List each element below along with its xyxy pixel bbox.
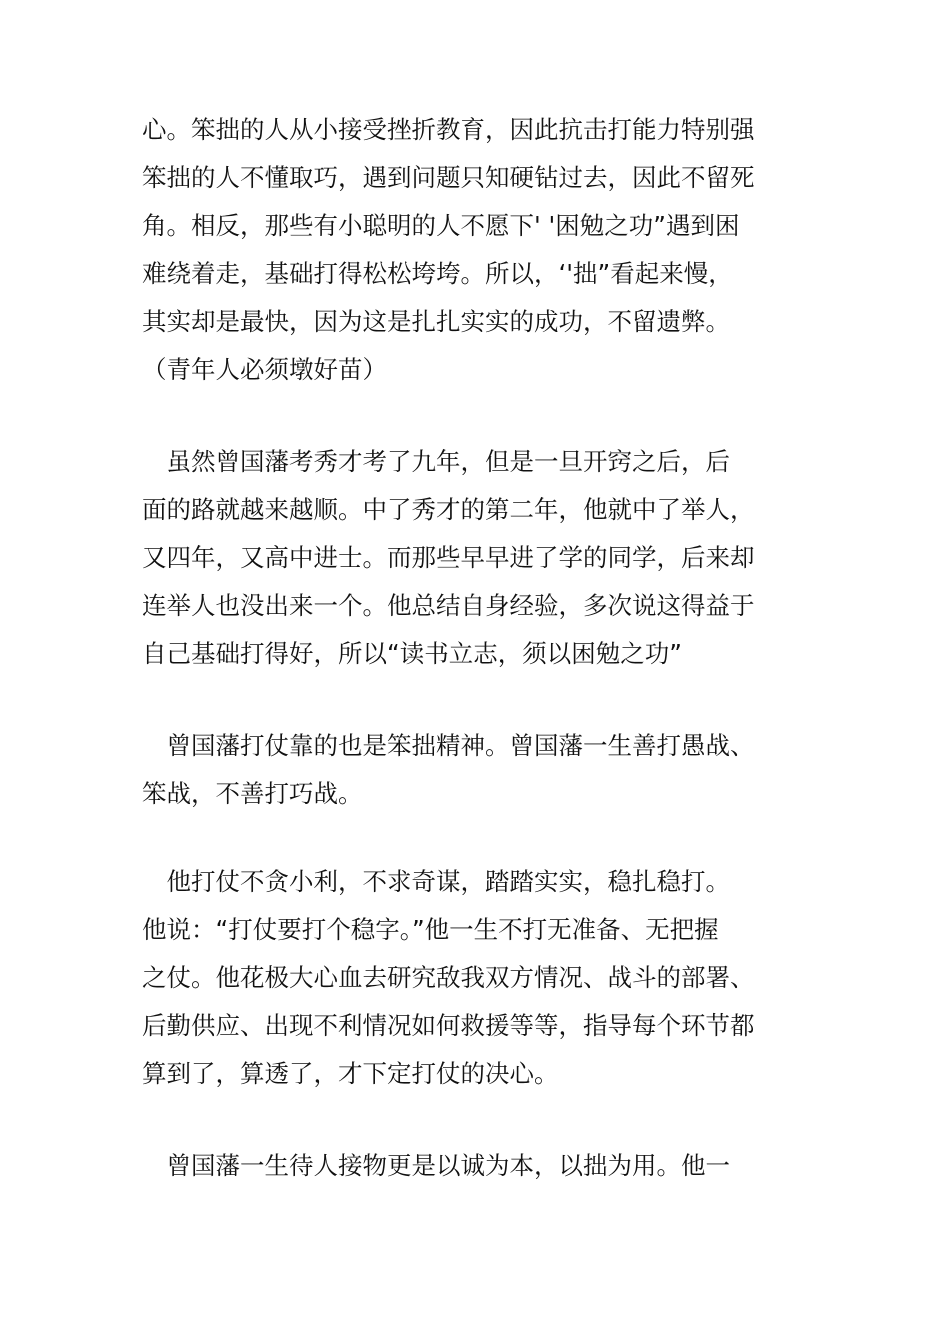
text-line: 其实却是最快，因为这是扎扎实实的成功，不留遗弊。 — [142, 307, 730, 336]
text-line: 他说：“打仗要打个稳字。”他一生不打无准备、无把握 — [142, 915, 719, 944]
text-line: 虽然曾国藩考秀才考了九年，但是一旦开窍之后，后 — [142, 447, 730, 476]
text-line: 算到了，算透了，才下定打仗的决心。 — [142, 1059, 559, 1088]
text-line: 后勤供应、出现不利情况如何救援等等，指导每个环节都 — [142, 1011, 755, 1040]
text-line: 难绕着走，基础打得松松垮垮。所以，‘'拙”看起来慢， — [142, 259, 733, 288]
paragraph-5 — [142, 1142, 832, 1190]
paragraph-2 — [142, 438, 832, 678]
text-line: 笨拙的人不懂取巧，遇到问题只知硬钻过去，因此不留死 — [142, 163, 755, 192]
text-line: 又四年，又高中进士。而那些早早进了学的同学，后来却 — [142, 543, 755, 572]
text-line: 之仗。他花极大心血去研究敌我双方情况、战斗的部署、 — [142, 963, 755, 992]
paragraph-4 — [142, 858, 832, 1098]
text-line: 曾国藩一生待人接物更是以诚为本，以拙为用。他一 — [142, 1151, 730, 1180]
paragraph-1 — [142, 106, 832, 394]
text-line: 曾国藩打仗靠的也是笨拙精神。曾国藩一生善打愚战、 — [142, 731, 755, 760]
paragraph-3 — [142, 722, 832, 818]
text-line: 心。笨拙的人从小接受挫折教育，因此抗击打能力特别强 — [142, 115, 755, 144]
text-line: 笨战，不善打巧战。 — [142, 779, 363, 808]
text-line: 自己基础打得好，所以“读书立志，须以困勉之功” — [142, 639, 682, 668]
text-line: （青年人必须墩好苗） — [142, 355, 387, 384]
text-line: 连举人也没出来一个。他总结自身经验，多次说这得益于 — [142, 591, 755, 620]
text-line: 他打仗不贪小利，不求奇谋，踏踏实实，稳扎稳打。 — [142, 867, 730, 896]
text-line: 面的路就越来越顺。中了秀才的第二年，他就中了举人， — [142, 495, 755, 524]
text-line: 角。相反，那些有小聪明的人不愿下' '困勉之功”遇到困 — [142, 211, 740, 240]
